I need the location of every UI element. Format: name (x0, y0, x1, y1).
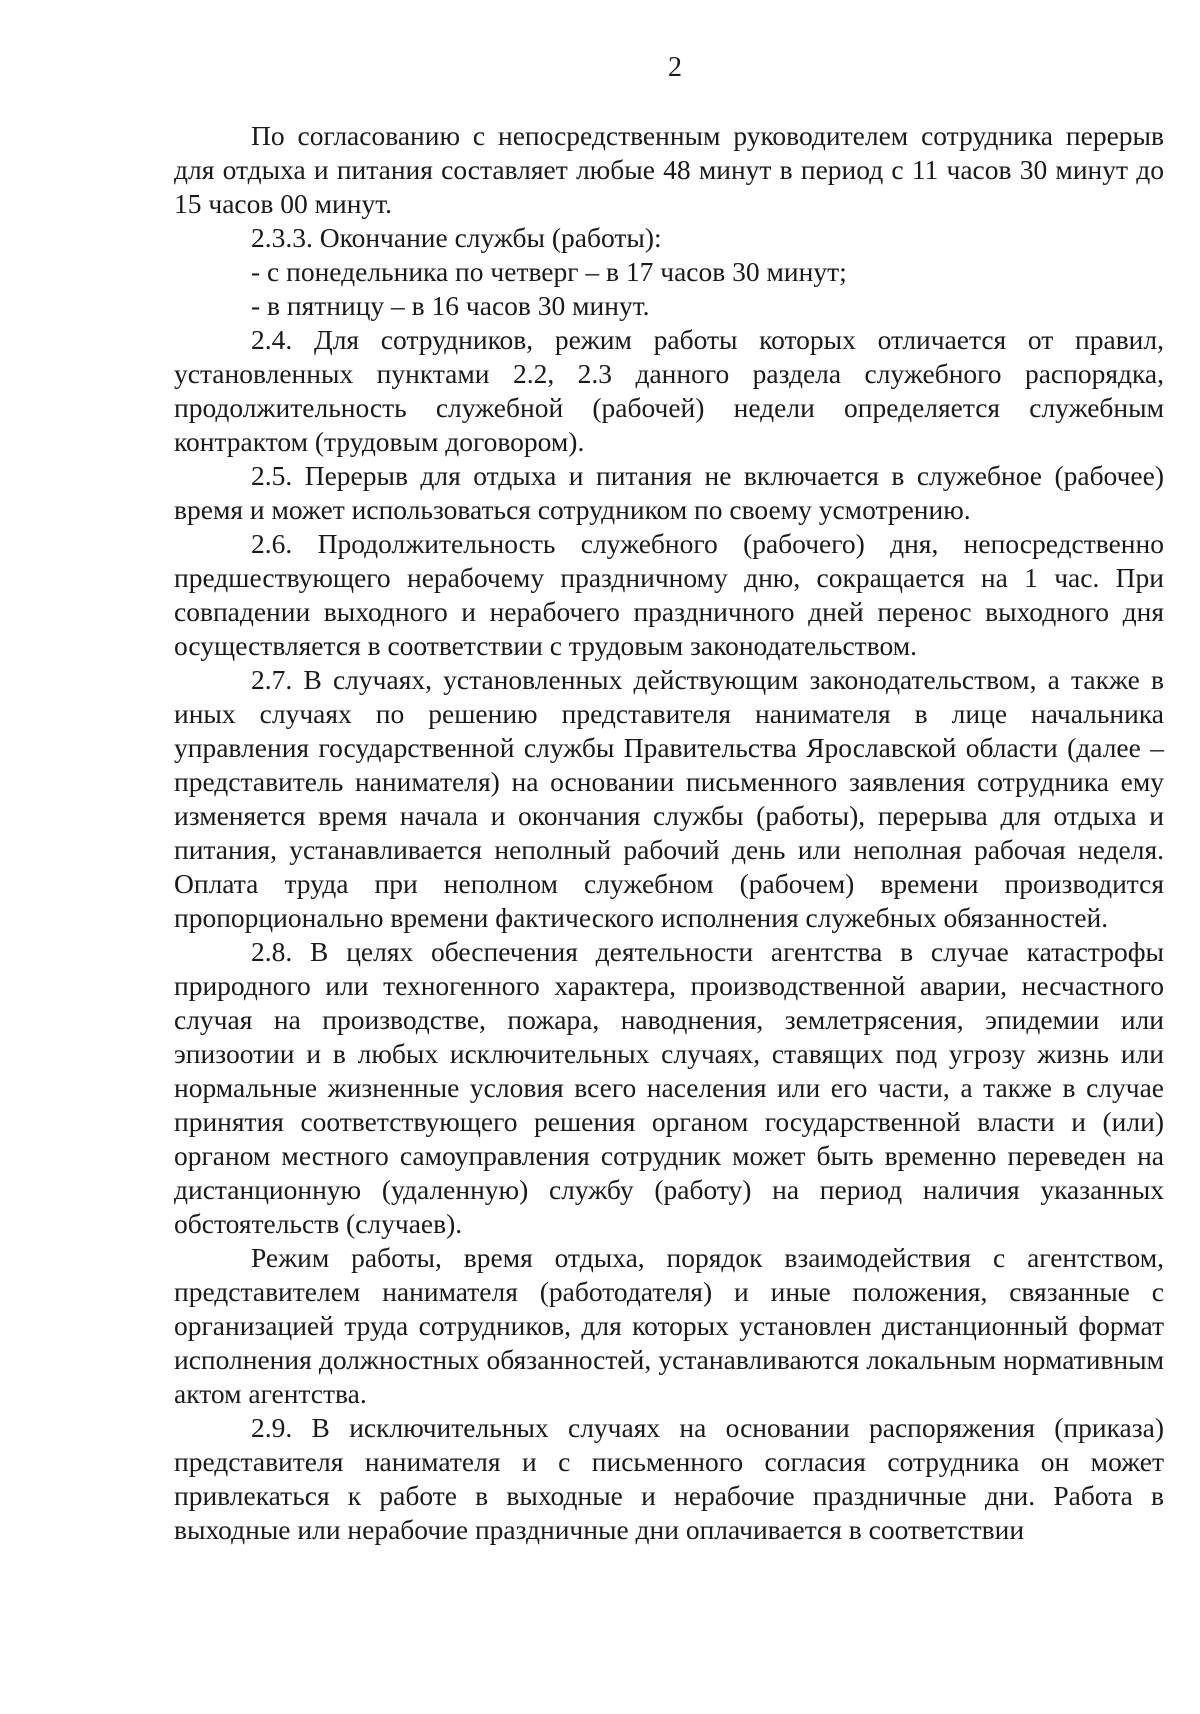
paragraph-2-8: 2.8. В целях обеспечения деятельности агентства в случае катастрофы природного или техногенного характера, производственной аварии, несчастного случая на производстве, пожара, наводнения, землетрясения, эпидемии или эпизоотии и в любых исключительных случаях, ставящих под угрозу жизнь или нормальные жизненные условия всего населения или его части, а также в случае принятия соответствующего решения органом государственной власти и (или) органом местного самоуправления сотрудник может быть временно переведен на дистанционную (удаленную) службу (работу) на период наличия указанных обстоятельств (случаев). (174, 936, 1164, 1239)
page-number: 2 (668, 52, 682, 83)
paragraph-remote-work-regime: Режим работы, время отдыха, порядок взаимодействия с агентством, представителем нанимателя (работодателя) и иные положения, связанные с организацией труда сотрудников, для которых установлен дистанционный формат исполнения должностных обязанностей, устанавливаются локальным нормативным актом агентства. (174, 1242, 1164, 1409)
list-item-mon-thu: - с понедельника по четверг – в 17 часов 30 минут; (251, 256, 847, 287)
paragraph-2-5: 2.5. Перерыв для отдыха и питания не включается в служебное (рабочее) время и может использоваться сотрудником по своему усмотрению. (174, 460, 1164, 525)
paragraph-2-3-3: 2.3.3. Окончание службы (работы): (251, 222, 662, 253)
paragraph-lunch-break: По согласованию с непосредственным руководителем сотрудника перерыв для отдыха и питания составляет любые 48 минут в период с 11 часов 30 минут до 15 часов 00 минут. (174, 120, 1164, 219)
paragraph-2-6: 2.6. Продолжительность служебного (рабочего) дня, непосредственно предшествующего нерабочему праздничному дню, сокращается на 1 час. При совпадении выходного и нерабочего праздничного дней перенос выходного дня осуществляется в соответствии с трудовым законодательством. (174, 528, 1164, 661)
paragraph-2-4: 2.4. Для сотрудников, режим работы которых отличается от правил, установленных пунктами 2.2, 2.3 данного раздела служебного распорядка, продолжительность служебной (рабочей) недели определяется служебным контрактом (трудовым договором). (174, 324, 1164, 457)
paragraph-2-7: 2.7. В случаях, установленных действующим законодательством, а также в иных случаях по решению представителя нанимателя в лице начальника управления государственной службы Правительства Ярославской области (далее – представитель нанимателя) на основании письменного заявления сотрудника ему изменяется время начала и окончания службы (работы), перерыва для отдыха и питания, устанавливается неполный рабочий день или неполная рабочая неделя. Оплата труда при неполном служебном (рабочем) времени производится пропорционально времени фактического исполнения служебных обязанностей. (174, 664, 1164, 933)
document-body (174, 119, 1164, 1547)
paragraph-2-9: 2.9. В исключительных случаях на основании распоряжения (приказа) представителя нанимателя и с письменного согласия сотрудника он может привлекаться к работе в выходные и нерабочие праздничные дни. Работа в выходные или нерабочие праздничные дни оплачивается в соответствии (174, 1412, 1164, 1545)
list-item-friday: - в пятницу – в 16 часов 30 минут. (251, 290, 650, 321)
